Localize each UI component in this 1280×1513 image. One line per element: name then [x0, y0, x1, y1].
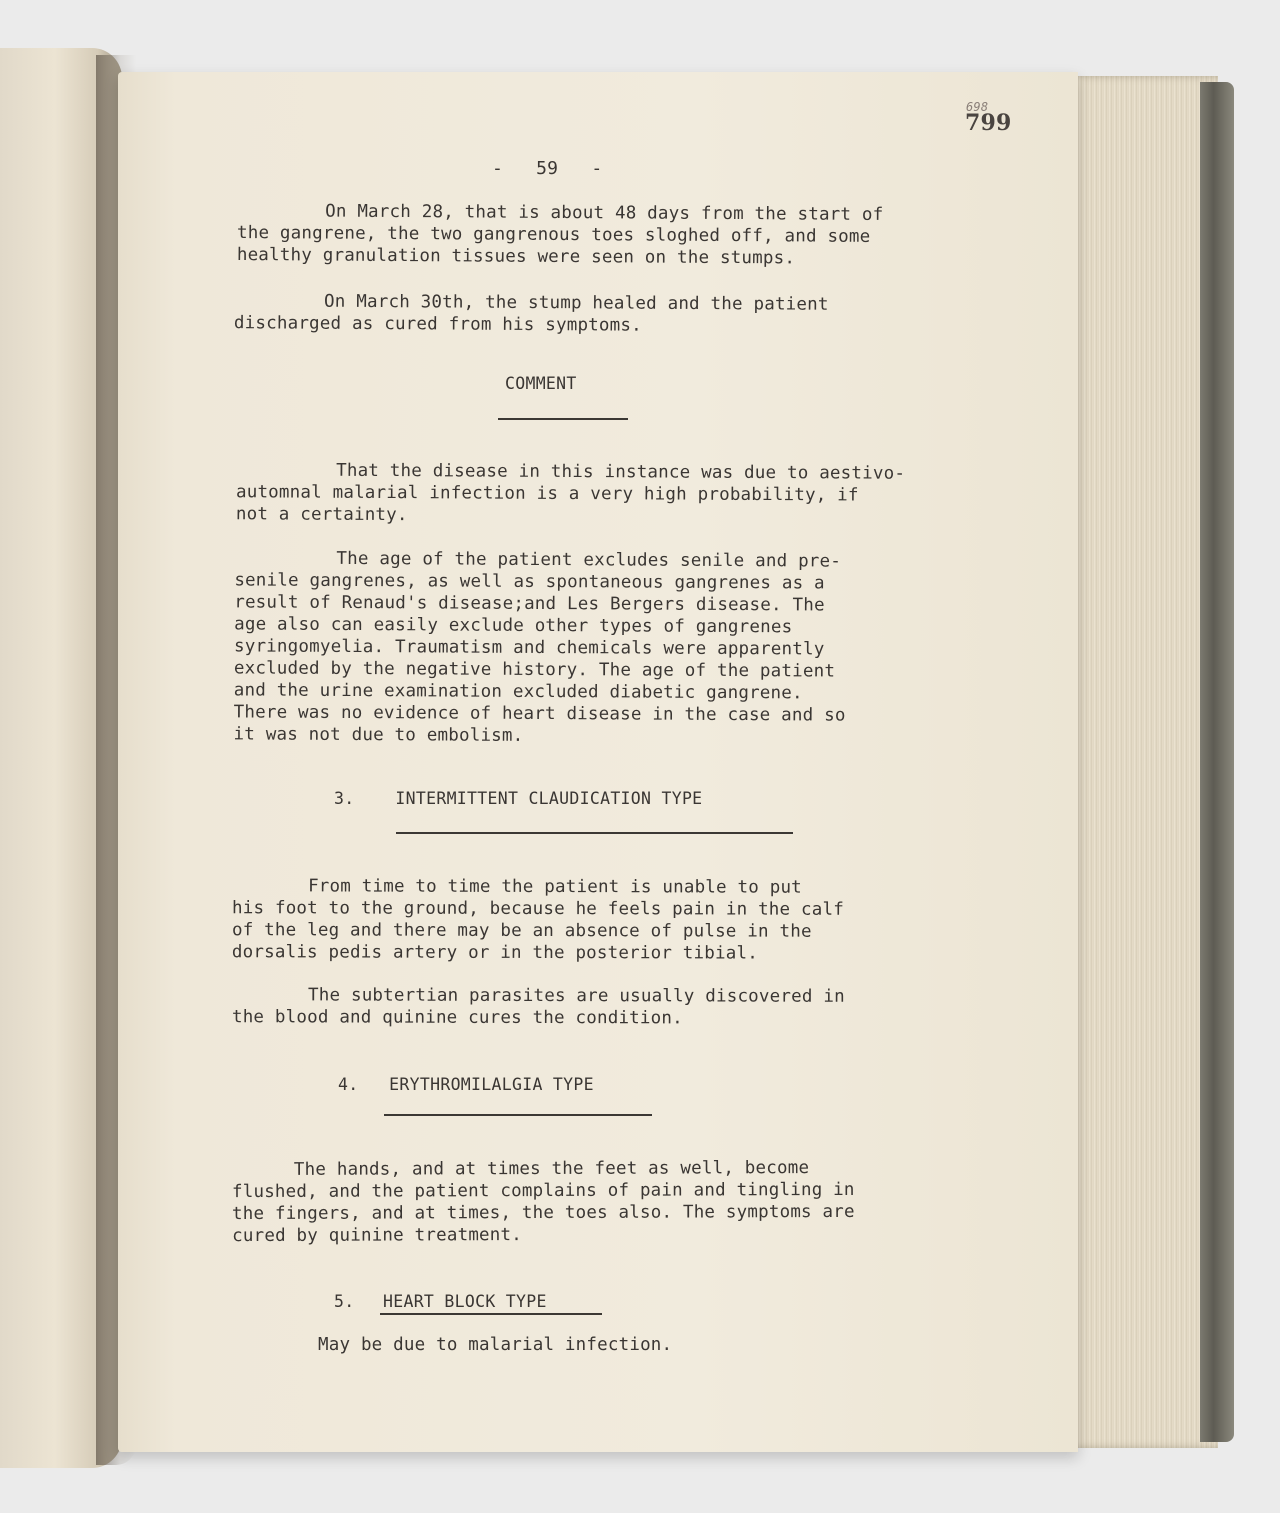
text-line: From time to time the patient is unable to put — [308, 876, 802, 898]
paragraph-subtertian — [232, 984, 845, 1030]
text-line: not a certainty. — [235, 504, 408, 526]
text-line: age also can easily exclude other types of gangrenes — [234, 614, 793, 638]
text-line: cured by quinine treatment. — [232, 1225, 523, 1247]
page-edges — [1068, 76, 1218, 1448]
section-5-title: HEART BLOCK TYPE — [383, 1292, 547, 1311]
folio-stamp-number: 799 — [965, 110, 1012, 136]
section-3-underline — [396, 832, 793, 834]
text-line: On March 28, that is about 48 days from the start of — [325, 201, 884, 225]
section-5-number: 5. — [334, 1292, 355, 1311]
text-line: There was no evidence of heart disease in the case and so — [233, 702, 846, 726]
paragraph-heart-block: May be due to malarial infection. — [318, 1335, 673, 1355]
text-line: automnal malarial infection is a very high probability, if — [235, 482, 859, 506]
text-line: the fingers, and at times, the toes also. The symptoms are — [232, 1201, 855, 1225]
paragraph-erythromelalgia — [232, 1157, 855, 1247]
text-line: The subtertian parasites are usually discovered in — [308, 985, 845, 1007]
text-line: and the urine examination excluded diabetic gangrene. — [233, 680, 803, 704]
text-line: result of Renaud's disease;and Les Bergers disease. The — [234, 592, 825, 616]
text-line: The age of the patient excludes senile and pre- — [336, 548, 842, 572]
page-number: - 59 - — [492, 158, 603, 179]
text-line: dorsalis pedis artery or in the posterior tibial. — [231, 942, 759, 964]
text-line: On March 30th, the stump healed and the patient — [324, 291, 829, 315]
paragraph-march-30 — [234, 290, 829, 338]
text-line: senile gangrenes, as well as spontaneous gangrenes as a — [234, 570, 825, 594]
text-line: the blood and quinine cures the condition. — [231, 1007, 683, 1029]
text-line: of the leg and there may be an absence of pulse in the — [231, 920, 812, 942]
section-3-heading: 3. INTERMITTENT CLAUDICATION TYPE — [334, 789, 703, 808]
text-line: That the disease in this instance was due to aestivo- — [336, 460, 906, 484]
text-line: the gangrene, the two gangrenous toes sloghed off, and some — [236, 223, 871, 247]
paragraph-march-28 — [237, 200, 884, 270]
section-4-heading: 4. ERYTHROMILALGIA TYPE — [338, 1075, 594, 1094]
text-line: healthy granulation tissues were seen on the stumps. — [236, 245, 796, 269]
text-line: it was not due to embolism. — [233, 724, 524, 746]
comment-heading: COMMENT — [505, 374, 577, 393]
section-5-underline — [380, 1313, 602, 1315]
section-4-underline — [384, 1114, 652, 1116]
paragraph-claudication — [232, 875, 844, 965]
comment-underline — [498, 418, 628, 420]
text-line: excluded by the negative history. The age of the patient — [233, 658, 836, 682]
text-line: his foot to the ground, because he feels pain in the calf — [232, 898, 845, 920]
book-spine — [1200, 82, 1234, 1442]
folio-pencil-number: 698 — [966, 100, 989, 114]
paragraph-probability — [236, 459, 905, 529]
text-line: syringomyelia. Traumatism and chemicals were apparently — [233, 636, 825, 660]
text-line: flushed, and the patient complains of pain and tingling in — [231, 1179, 855, 1203]
paragraph-differential — [233, 547, 846, 748]
text-line: The hands, and at times the feet as well, become — [293, 1158, 810, 1180]
text-line: discharged as cured from his symptoms. — [233, 313, 642, 336]
